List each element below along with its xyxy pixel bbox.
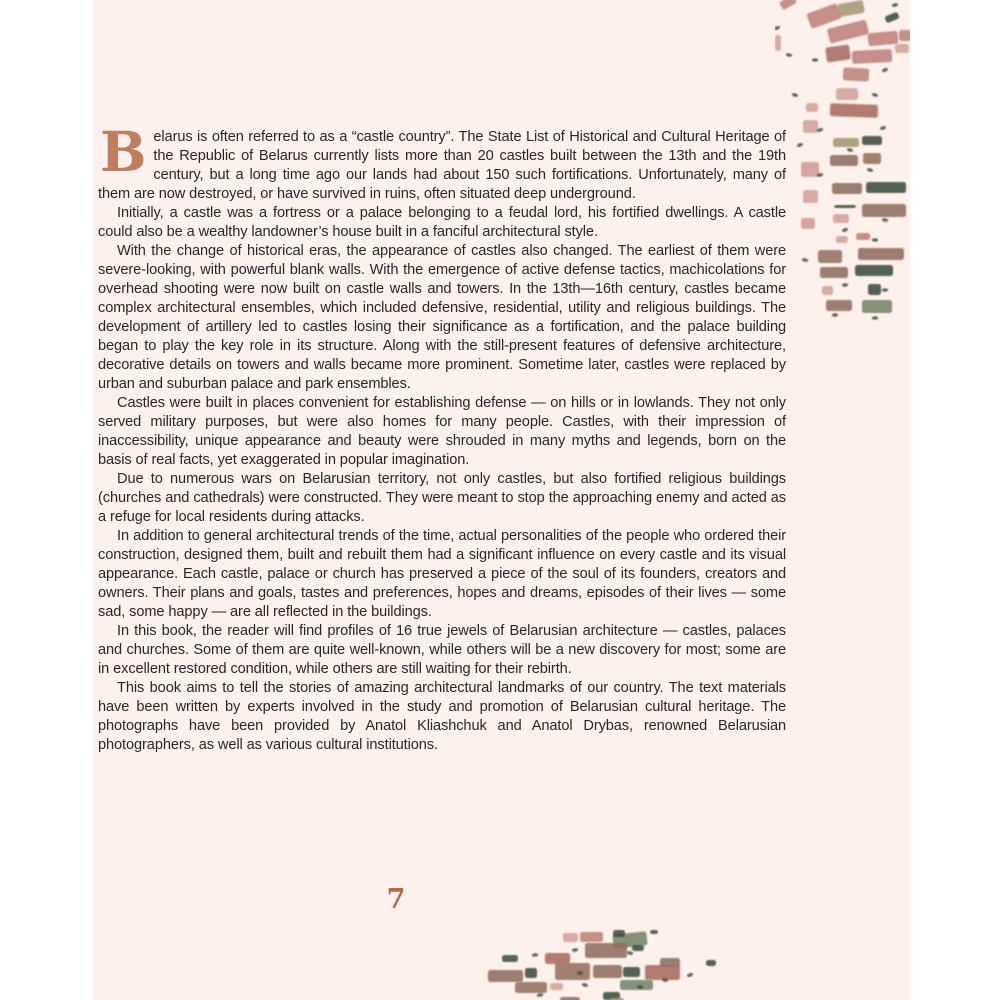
- brick: [620, 980, 653, 990]
- paragraph-5: Due to numerous wars on Belarusian territory, not only castles, but also fortified religious buildings (churches and cathedrals) were constructed. They were meant to stop the approaching enemy and acted as a refuge for local residents during attacks.: [98, 471, 786, 525]
- brick: [623, 967, 640, 977]
- mortar-speck: [872, 238, 878, 241]
- paragraph-6: In addition to general architectural trends of the time, actual personalities of the people who ordered their construction, designed them, built and rebuilt them had a significant influence on every castle and its visual appearance. Each castle, palace or church has preserved a piece of the soul of its founders, creators and owners. Their plans and goals, tastes and preferences, hopes and dreams, episodes of their lives — some sad, some happy — are all reflected in the buildings.: [98, 528, 786, 620]
- mortar-speck: [532, 953, 539, 957]
- mortar-speck: [572, 948, 579, 952]
- brick: [550, 983, 563, 990]
- mortar-speck: [817, 173, 824, 177]
- brick: [843, 67, 870, 81]
- brick: [603, 992, 620, 1000]
- brick: [863, 153, 881, 164]
- brick: [502, 955, 518, 962]
- brick: [833, 138, 859, 147]
- brick: [820, 267, 848, 278]
- brick: [830, 155, 858, 166]
- brick: [825, 44, 851, 62]
- mortar-speck: [879, 125, 886, 130]
- page-number: 7: [386, 884, 406, 915]
- brick: [515, 982, 547, 993]
- brick: [801, 162, 819, 177]
- brick-wall-illustration-bottom: [480, 925, 780, 1000]
- mortar-speck: [841, 227, 848, 232]
- mortar-speck: [882, 218, 889, 222]
- brick: [862, 136, 882, 145]
- brick: [836, 236, 848, 243]
- brick: [779, 0, 797, 10]
- book-page: [93, 0, 910, 1000]
- brick: [899, 30, 910, 41]
- brick: [806, 3, 842, 29]
- brick: [895, 44, 909, 53]
- mortar-speck: [626, 950, 633, 955]
- brick: [806, 103, 818, 112]
- brick: [775, 35, 781, 51]
- brick: [585, 943, 627, 958]
- mortar-speck: [832, 313, 839, 317]
- brick: [862, 300, 892, 313]
- brick: [866, 182, 906, 193]
- mortar-speck: [785, 53, 792, 58]
- brick: [830, 103, 878, 118]
- brick: [858, 248, 904, 260]
- brick: [563, 933, 578, 942]
- mortar-speck: [802, 258, 809, 262]
- mortar-speck: [866, 168, 873, 173]
- paragraph-1-text: elarus is often referred to as a “castle country”. The State List of Historical and Cultural Heritage of the Republic of Belarus currently lists more than 20 castles built between the 13th and the 19th century, but a long time ago our lands had about 150 such fortifications. Unfortunately, many of them are now destroyed, or have survived in ruins, often situated deep underground.: [98, 129, 786, 202]
- brick: [593, 965, 622, 978]
- paragraph-2: Initially, a castle was a fortress or a palace belonging to a feudal lord, his fortified dwellings. A castle could also be a wealthy landowner’s house built in a fanciful architectural style.: [98, 205, 786, 240]
- mortar-speck: [816, 128, 823, 133]
- brick: [856, 233, 870, 240]
- brick: [867, 31, 898, 47]
- mortar-speck: [812, 58, 818, 61]
- brick: [884, 12, 900, 24]
- brick: [803, 120, 818, 133]
- mortar-speck: [882, 288, 888, 291]
- brick: [555, 963, 590, 980]
- brick: [612, 931, 647, 948]
- mortar-speck: [796, 142, 803, 147]
- mortar-speck: [537, 993, 544, 997]
- brick: [832, 183, 862, 194]
- mortar-speck: [881, 67, 888, 72]
- body-text: [98, 119, 786, 755]
- brick: [822, 286, 833, 295]
- brick: [632, 945, 644, 951]
- brick: [834, 205, 856, 208]
- brick: [650, 930, 658, 934]
- brick: [837, 0, 865, 17]
- brick: [827, 19, 869, 43]
- mortar-speck: [891, 3, 898, 8]
- brick: [836, 88, 858, 100]
- mortar-speck: [662, 978, 669, 982]
- brick: [803, 190, 818, 203]
- brick: [488, 970, 523, 982]
- brick: [645, 965, 680, 980]
- mortar-speck: [686, 972, 693, 977]
- mortar-speck: [842, 283, 849, 287]
- brick: [868, 284, 881, 295]
- paragraph-7: In this book, the reader will find profiles of 16 true jewels of Belarusian architecture — castles, palaces and churches. Some of them are quite well-known, while others will be a new discovery for most; some are in excellent restored condition, while others are still waiting for their rebirth.: [98, 623, 786, 677]
- paragraph-4: Castles were built in places convenient for establishing defense — on hills or in lowlands. They not only served military purposes, but were also homes for many people. Castles, with their impression of inaccessibility, unique appearance and beauty were shrouded in many myths and legends, born on the basis of real facts, yet exaggerated in popular imagination.: [98, 395, 786, 468]
- mortar-speck: [637, 985, 644, 989]
- brick: [852, 49, 893, 64]
- mortar-speck: [581, 983, 588, 988]
- brick: [545, 953, 570, 964]
- paragraph-3: With the change of historical eras, the appearance of castles also changed. The earliest of them were severe-looking, with powerful blank walls. With the emergence of active defense tactics, machicolations for overhead shooting were now built on castle walls and towers. In the 13th—16th century, castles became complex architectural ensembles, which included defensive, residential, utility and religious buildings. The development of artillery led to castles losing their significance as a fortification, and the palace building began to play the key role in its structure. Along with the still-present features of defensive architecture, decorative details on towers and walls became more prominent. Sometime later, castles were replaced by urban and suburban palace and park ensembles.: [98, 243, 786, 392]
- brick: [660, 958, 680, 967]
- brick: [826, 300, 852, 311]
- brick: [818, 250, 842, 263]
- mortar-speck: [846, 148, 853, 153]
- drop-cap: B: [100, 119, 147, 184]
- brick: [580, 932, 603, 942]
- mortar-speck: [775, 25, 781, 30]
- brick: [525, 968, 537, 978]
- mortar-speck: [791, 93, 798, 98]
- mortar-speck: [872, 316, 879, 320]
- brick: [706, 960, 716, 966]
- brick: [862, 204, 906, 217]
- brick: [801, 218, 815, 229]
- paragraph-8: This book aims to tell the stories of amazing architectural landmarks of our country. The text materials have been written by experts involved in the study and promotion of Belarusian cultural heritage. The photographs have been provided by Anatol Kliashchuk and Anatol Drybas, renowned Belarusian photographers, as well as various cultural institutions.: [98, 680, 786, 753]
- mortar-speck: [871, 93, 878, 98]
- brick: [613, 930, 625, 937]
- paragraph-1: [98, 119, 786, 204]
- brick-wall-illustration-top-right: [775, 0, 910, 330]
- brick: [855, 265, 893, 276]
- mortar-speck: [577, 971, 584, 975]
- brick: [833, 214, 849, 223]
